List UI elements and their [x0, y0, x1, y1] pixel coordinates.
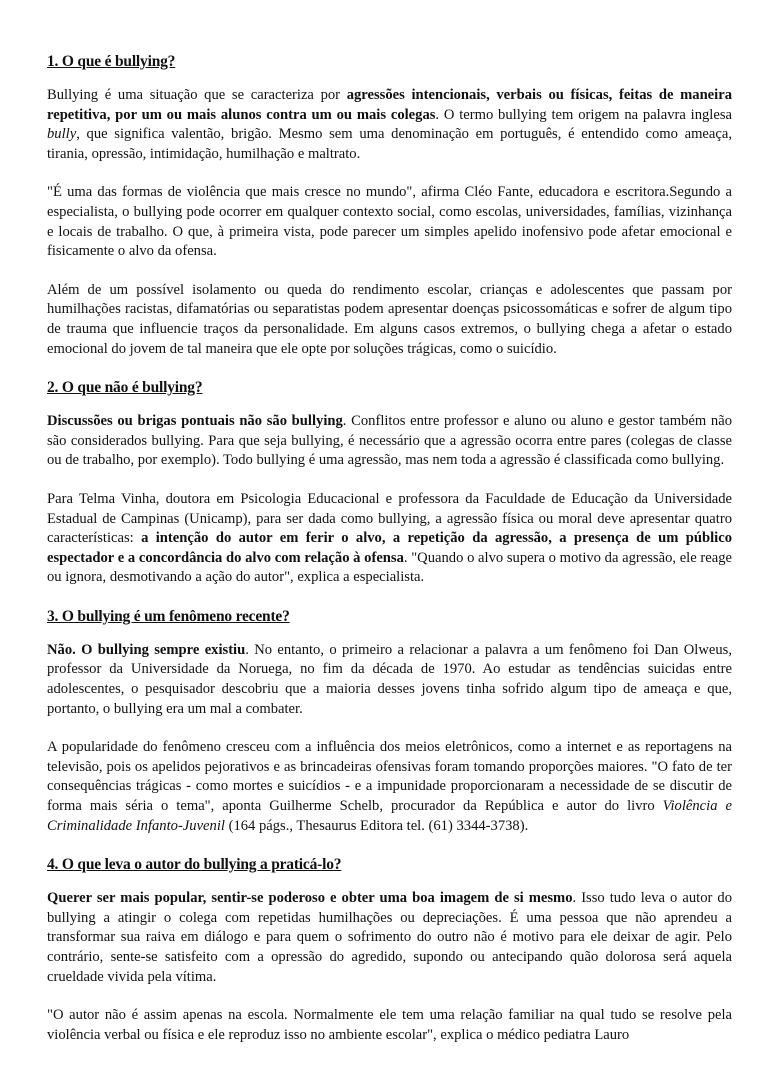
paragraph: A popularidade do fenômeno cresceu com a influência dos meios eletrônicos, como a internet e as reportagens na televisão, pois os apelidos pejorativos e as brincadeiras ofensivas foram tomando proporções maiores. "O fato de ter consequências trágicas - como mortes e suicídios - e a impunidade proporcionaram a necessidade de se discutir de forma mais séria o tema", aponta Guilherme Schelb, procurador da República e autor do livro Violência e Criminalidade Infanto-Juvenil (164 págs., Thesaurus Editora tel. (61) 3344-3738). — [47, 739, 733, 834]
section-3 — [47, 607, 732, 836]
paragraph: Para Telma Vinha, doutora em Psicologia Educacional e professora da Faculdade de Educação da Universidade Estadual de Campinas (Unicamp), para ser dada como bullying, a agressão física ou moral deve apresentar quatro características: a intenção do autor em ferir o alvo, a repetição da agressão, a presença de um público espectador e a concordância do alvo com relação à ofensa. "Quando o alvo supera o motivo da agressão, ele reage ou ignora, desmotivando a ação do autor", explica a especialista. — [47, 490, 732, 586]
section-2 — [47, 378, 732, 588]
paragraph: Além de um possível isolamento ou queda do rendimento escolar, crianças e adolescentes que passam por humilhações racistas, difamatórias ou separatistas podem apresentar doenças psicossomáticas e sofrer de algum tipo de trauma que influencie traços da personalidade. Em alguns casos extremos, o bullying chega a afetar o estado emocional do jovem de tal maneira que ele opte por soluções trágicas, como o suicídio. — [47, 281, 732, 357]
section-heading: 2. O que não é bullying? — [47, 379, 203, 397]
paragraph: Não. O bullying sempre existiu. No entanto, o primeiro a relacionar a palavra a um fenômeno foi Dan Olweus, professor da Universidade da Noruega, no fim da década de 1970. Ao estudar as tendências suicidas entre adolescentes, o pesquisador descobriu que a maioria desses jovens tinha sofrido algum tipo de ameaça e que, portanto, o bullying era um mal a combater. — [47, 641, 732, 717]
section-heading: 3. O bullying é um fenômeno recente? — [47, 607, 290, 625]
paragraph: Bullying é uma situação que se caracteriza por agressões intencionais, verbais ou físicas, feitas de maneira repetitiva, por um ou mais alunos contra um ou mais colegas. O termo bullying tem origem na palavra inglesa bully, que significa valentão, brigão. Mesmo sem uma denominação em português, é entendido como ameaça, tirania, opressão, intimidação, humilhação e maltrato. — [47, 87, 732, 162]
paragraph: Discussões ou brigas pontuais não são bullying. Conflitos entre professor e aluno ou aluno e gestor também não são considerados bullying. Para que seja bullying, é necessário que a agressão ocorra entre pares (colegas de classe ou de trabalho, por exemplo). Todo bullying é uma agressão, mas nem toda a agressão é classificada como bullying. — [47, 413, 732, 469]
section-1 — [47, 52, 732, 359]
paragraph: Querer ser mais popular, sentir-se poderoso e obter uma boa imagem de si mesmo. Isso tudo leva o autor do bullying a atingir o colega com repetidas humilhações ou depreciações. É uma pessoa que não aprendeu a transformar sua raiva em diálogo e para quem o sofrimento do outro não é motivo para ele deixar de agir. Pelo contrário, sente-se satisfeito com a opressão do agredido, supondo ou antecipando quão dolorosa será aquela crueldade vivida pela vítima. — [47, 890, 733, 985]
paragraph: "É uma das formas de violência que mais cresce no mundo", afirma Cléo Fante, educadora e escritora.Segundo a especialista, o bullying pode ocorrer em qualquer contexto social, como escolas, universidades, famílias, vizinhança e locais de trabalho. O que, à primeira vista, pode parecer um simples apelido inofensivo pode afetar emocional e fisicamente o alvo da ofensa. — [47, 184, 732, 260]
paragraph: "O autor não é assim apenas na escola. Normalmente ele tem uma relação familiar na qual tudo se resolve pela violência verbal ou física e ele reproduz isso no ambiente escolar", explica o médico pediatra Lauro — [47, 1007, 732, 1043]
section-heading: 4. O que leva o autor do bullying a praticá-lo? — [47, 856, 342, 874]
section-4 — [47, 855, 732, 1045]
section-heading: 1. O que é bullying? — [47, 53, 176, 70]
